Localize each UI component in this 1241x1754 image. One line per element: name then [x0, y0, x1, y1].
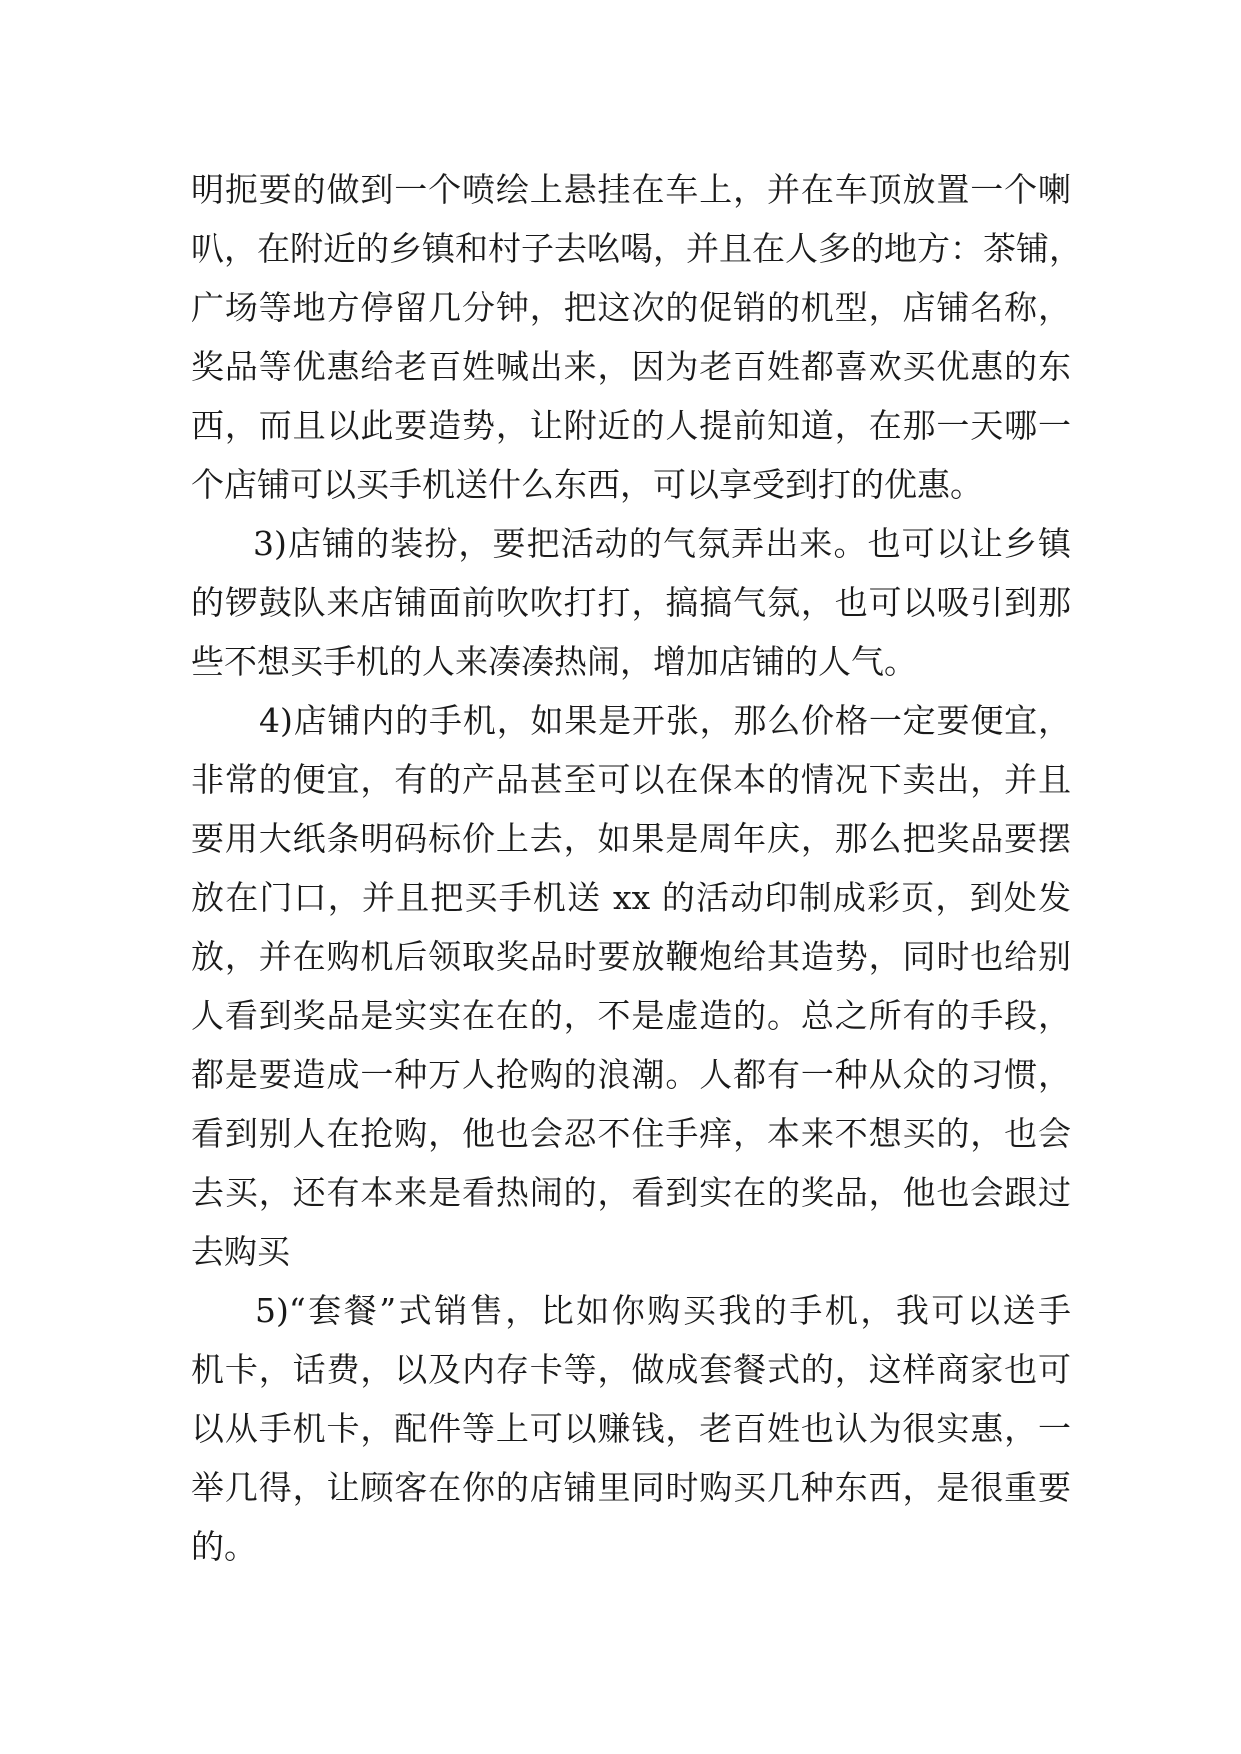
- text-line: 放，并在购机后领取奖品时要放鞭炮给其造势，同时也给别: [191, 937, 1071, 976]
- text-line: 去买，还有本来是看热闹的，看到实在的奖品，他也会跟过: [191, 1173, 1071, 1212]
- text-line: 放在门口，并且把买手机送 xx 的活动印制成彩页，到处发: [191, 878, 1071, 917]
- text-line: 奖品等优惠给老百姓喊出来，因为老百姓都喜欢买优惠的东: [191, 347, 1071, 386]
- paragraph-4-first-line: 4)店铺内的手机，如果是开张，那么价格一定要便宜，: [259, 701, 1071, 740]
- body-text: [191, 160, 1082, 1576]
- text-line: 人看到奖品是实实在在的，不是虚造的。总之所有的手段，: [191, 996, 1071, 1035]
- text-line: 非常的便宜，有的产品甚至可以在保本的情况下卖出，并且: [191, 760, 1071, 799]
- text-line: 举几得，让顾客在你的店铺里同时购买几种东西，是很重要: [191, 1468, 1071, 1507]
- text-line: 个店铺可以买手机送什么东西，可以享受到打的优惠。: [191, 465, 983, 504]
- text-line: 看到别人在抢购，他也会忍不住手痒，本来不想买的，也会: [191, 1114, 1071, 1153]
- text-line: 的。: [191, 1527, 257, 1566]
- text-line: 要用大纸条明码标价上去，如果是周年庆，那么把奖品要摆: [191, 819, 1071, 858]
- text-line: 的锣鼓队来店铺面前吹吹打打，搞搞气氛，也可以吸引到那: [191, 583, 1071, 622]
- text-line: 些不想买手机的人来凑凑热闹，增加店铺的人气。: [191, 642, 917, 681]
- text-line: 以从手机卡，配件等上可以赚钱，老百姓也认为很实惠，一: [191, 1409, 1071, 1448]
- text-line: 西，而且以此要造势，让附近的人提前知道，在那一天哪一: [191, 406, 1071, 445]
- paragraph-3-first-line: 3)店铺的装扮，要把活动的气氛弄出来。也可以让乡镇: [253, 524, 1071, 563]
- text-line: 机卡，话费，以及内存卡等，做成套餐式的，这样商家也可: [191, 1350, 1071, 1389]
- paragraph-5-first-line: 5)“套餐”式销售，比如你购买我的手机，我可以送手: [255, 1291, 1071, 1330]
- text-line: 叭，在附近的乡镇和村子去吆喝，并且在人多的地方：茶铺，: [191, 229, 1082, 268]
- text-line: 去购买: [191, 1232, 290, 1271]
- text-line: 明扼要的做到一个喷绘上悬挂在车上，并在车顶放置一个喇: [191, 170, 1071, 209]
- text-line: 广场等地方停留几分钟，把这次的促销的机型，店铺名称，: [191, 288, 1071, 327]
- text-line: 都是要造成一种万人抢购的浪潮。人都有一种从众的习惯，: [191, 1055, 1071, 1094]
